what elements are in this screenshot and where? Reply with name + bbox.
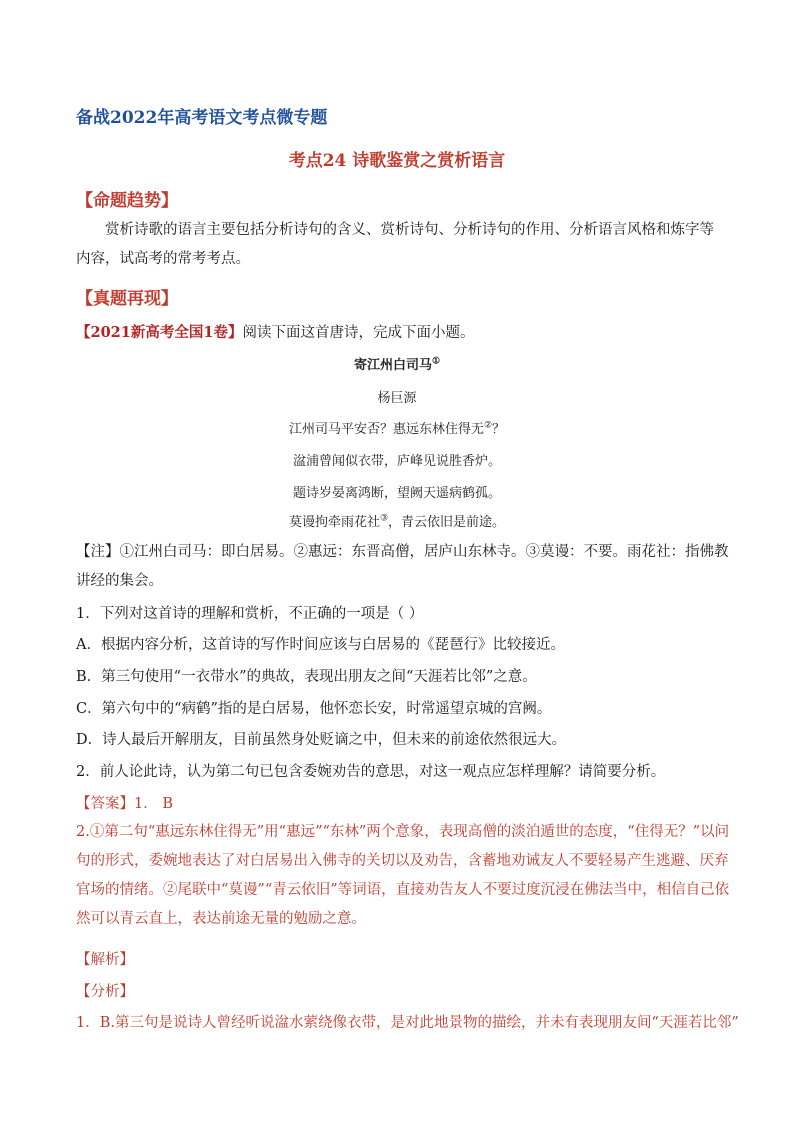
source-line: [76, 321, 474, 342]
answer-value: 1． B: [134, 796, 173, 812]
answer-q2: 2.①第二句“惠远东林住得无”用“惠远”“东林”两个意象，表现高僧的淡泊遁世的态度，“住得无？”以问句的形式，委婉地表达了对白居易出入佛寺的关切以及劝告，含蓄地劝诫友人不要轻易产生逃避、厌弃官场的情绪。②尾联中“莫谩”“青云依旧”等词语，直接劝告友人不要过度沉浸在佛法当中，相信自己依然可以青云直上，表达前途无量的勉励之意。: [76, 824, 730, 927]
option-a: A．根据内容分析，这首诗的写作时间应该与白居易的《琵琶行》比较接近。: [76, 637, 565, 653]
fenxi-label: 【分析】: [76, 984, 134, 1000]
section-heading-trend: 【命题趋势】: [76, 191, 178, 211]
topic-title: 考点24 诗歌鉴赏之赏析语言: [288, 151, 506, 171]
poem-line-1: 江州司马平安否？惠远东林住得无②？: [288, 420, 506, 437]
answer-label: 【答案】: [76, 796, 134, 812]
option-c: C．第六句中的“病鹤”指的是白居易，他怀恋长安，时常遥望京城的宫阙。: [76, 701, 552, 717]
option-d: D．诗人最后开解朋友，目前虽然身处贬谪之中，但未来的前途依然很远大。: [76, 732, 567, 748]
poem-line-4: 莫谩拘牵雨花社③，青云依旧是前途。: [288, 513, 506, 530]
analysis-label: 【解析】: [76, 952, 134, 968]
option-b: B．第三句使用“一衣带水”的典故，表现出朋友之间“天涯若比邻”之意。: [76, 669, 537, 685]
section-heading-real: 【真题再现】: [76, 289, 178, 309]
poem-line-2: 湓浦曾闻似衣带，庐峰见说胜香炉。: [292, 454, 501, 469]
source-tag: 【2021新高考全国1卷】: [76, 324, 243, 341]
question-2: 2．前人论此诗，认为第二句已包含委婉劝告的意思，对这一观点应怎样理解？请简要分析。: [76, 764, 666, 780]
trend-paragraph: 赏析诗歌的语言主要包括分析诗句的含义、赏析诗句、分析诗句的作用、分析语言风格和炼字等内容，试高考的常考考点。: [76, 222, 714, 267]
question-1: 1．下列对这首诗的理解和赏析，不正确的一项是（ ）: [76, 606, 424, 622]
annotation-note: 【注】①江州白司马：即白居易。②惠远：东晋高僧，居庐山东林寺。③莫谩：不要。雨花社：指佛教讲经的集会。: [76, 544, 729, 589]
series-title: 备战2022年高考语文考点微专题: [76, 108, 328, 128]
source-instruction: 阅读下面这首唐诗，完成下面小题。: [242, 325, 475, 341]
poem-title-note-marker: ①: [431, 356, 441, 367]
poem-author: 杨巨源: [377, 391, 417, 406]
poem-line-3: 题诗岁晏离鸿断，望阙天遥病鹤孤。: [292, 486, 501, 501]
poem-line-1-note-marker: ②: [483, 420, 493, 431]
answer-line: [76, 792, 173, 813]
poem-title: 寄江州白司马①: [353, 356, 441, 373]
poem-line-4-note-marker: ③: [379, 513, 389, 524]
analysis-text: 1．B.第三句是说诗人曾经听说湓水萦绕像衣带，是对此地景物的描绘，并未有表现朋友间“天涯若比邻”: [76, 1015, 739, 1031]
